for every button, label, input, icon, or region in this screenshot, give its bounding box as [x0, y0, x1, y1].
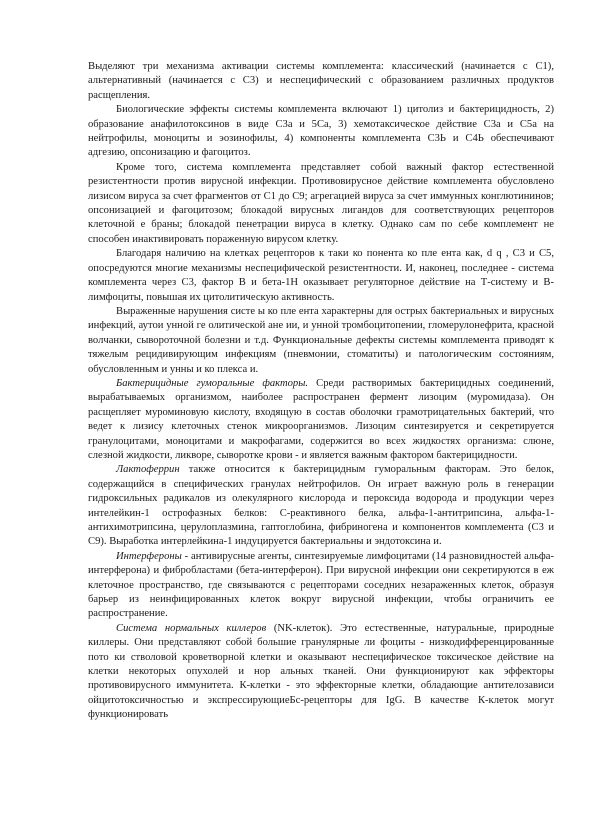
paragraph-text: Среди растворимых бактерицидных соединений, вырабатываемых организмом, наиболее распространен фермент лизоцим (муромидаза). Он расщепляет муроминовую кислоту, входящую в состав оболочки грамотрицательных бактерий, что ведет к лизису клеточных стенок микроорганизмов. Лизоцим синтезируется и секретируется гранулоцитами, моноцитами и макрофагами, содержится во всех жидкостях организма: слюне, слезной жидкости, ликворе, сыворотке крови - и является важным фактором бактерицидности. [88, 377, 554, 461]
paragraph-text: Благодаря наличию на клетках рецепторов к таки ко понента ко пле ента как, d q , С3 и С5, опосредуются многие механизмы неспецифической резистентности. И, наконец, последнее - система комплемента через С3, фактор В и бета-1Н оказывает регуляторное действие на Т-систему и В-лимфоциты, повышая их цитолитическую активность. [88, 248, 554, 303]
paragraph-receptors [88, 247, 554, 305]
paragraph-antiviral-resistance [88, 161, 554, 247]
paragraph-text: также относится к бактерицидным гуморальным факторам. Это белок, содержащийся в специфических гранулах нейтрофилов. Он играет важную роль в генерации гидроксильных радикалов из олекулярного кислорода и пероксида водорода и продукции через интелейкин-1 острофазных белков: С-реактивного белка, альфа-1-антитрипсина, альфа-1-антихимотрипсина, церулоплазмина, гаптоглобина, фибриногена и компонентов комплемента (С3 и С9). Выработка интерлейкина-1 индуцируется бактериальны и эндотоксина и. [88, 464, 554, 548]
paragraph-nk-cells [88, 622, 554, 723]
paragraph-text: Выделяют три механизма активации системы комплемента: классический (начинается с С1), альтернативный (начинается с С3) и неспецифический с образованием различных продуктов расщепления. [88, 61, 554, 101]
paragraph-text: (NK-клеток). Это естественные, натуральные, природные киллеры. Они представляют собой большие гранулярные ли фоциты - низкодифференцированные пото ки стволовой кроветворной клетки и оказывают неспецифическое токсическое действие на клетки некоторых опухолей и нор альных тканей. Они функционируют как эффекторы противовирусного иммунитета. К-клетки - это эффекторные клетки, обладающие антителозависи ойцитотоксичностью и экспрессирующиеБс-рецепторы для IgG. В качестве К-клеток могут функционировать [88, 622, 555, 721]
paragraph-lactoferrin [88, 463, 554, 549]
paragraph-text: Кроме того, система комплемента представляет собой важный фактор естественной резистентности против вирусной инфекции. Противовирусное действие комплемента обусловлено лизисом вируса за счет фрагментов от С1 до С9; агрегацией вируса за счет иммунных конглютининов; опсонизацией и фагоцитозом; блокадой вирусных лигандов для соответствующих рецепторов клеточной е браны; блокадой пенетрации вируса в клетку. Однако сам по себе комплемент не способен инактивировать пораженную вирусом клетку. [88, 161, 554, 245]
paragraph-interferons [88, 550, 554, 622]
paragraph-lead: Система нормальных киллеров [116, 622, 267, 634]
paragraph-text: Биологические эффекты системы комплемента включают 1) цитолиз и бактерицидность, 2) образование анафилотоксинов в виде С3а и 5Са, 3) хемотаксическое действие С3а и С5а на нейтрофилы, моноциты и эозинофилы, 4) компоненты комплемента С3Ь и С4Ь обеспечивают адгезию, опсонизацию и фагоцитоз. [88, 104, 554, 159]
paragraph-biological-effects [88, 103, 554, 161]
paragraph-text: Выраженные нарушения систе ы ко пле ента характерны для острых бактериальных и вирусных инфекций, аутои унной ге олитической ане ии, и унной тромбоцитопении, гломерулонефрита, красной волчанки, сывороточной болезни и т.д. Функциональные дефекты системы комплемента приводят к тяжелым рецидивирующим инфекциям (пневмонии, стоматиты) и патологическим состояниям, обусловленным и унны и ко плекса и. [88, 305, 554, 375]
paragraph-activation-mechanisms [88, 60, 554, 103]
document-body [88, 60, 554, 723]
paragraph-text: - антивирусные агенты, синтезируемые лимфоцитами (14 разновидностей альфа-интерферона) и фибробластами (бета-интерферон). При вирусной инфекции они секретируются в еж клеточное пространство, где связываются с рецепторами соседних незараженных клеток, образуя барьер из неинфицированных клеток вокруг вирусной инфекции, чтобы ограничить ее распространение. [88, 550, 554, 620]
paragraph-bactericidal-factors [88, 377, 554, 463]
paragraph-lead: Бактерицидные гуморальные факторы. [116, 377, 309, 389]
paragraph-disorders [88, 305, 554, 377]
paragraph-lead: Лактоферрин [116, 464, 180, 476]
paragraph-lead: Интерфероны [116, 550, 182, 562]
